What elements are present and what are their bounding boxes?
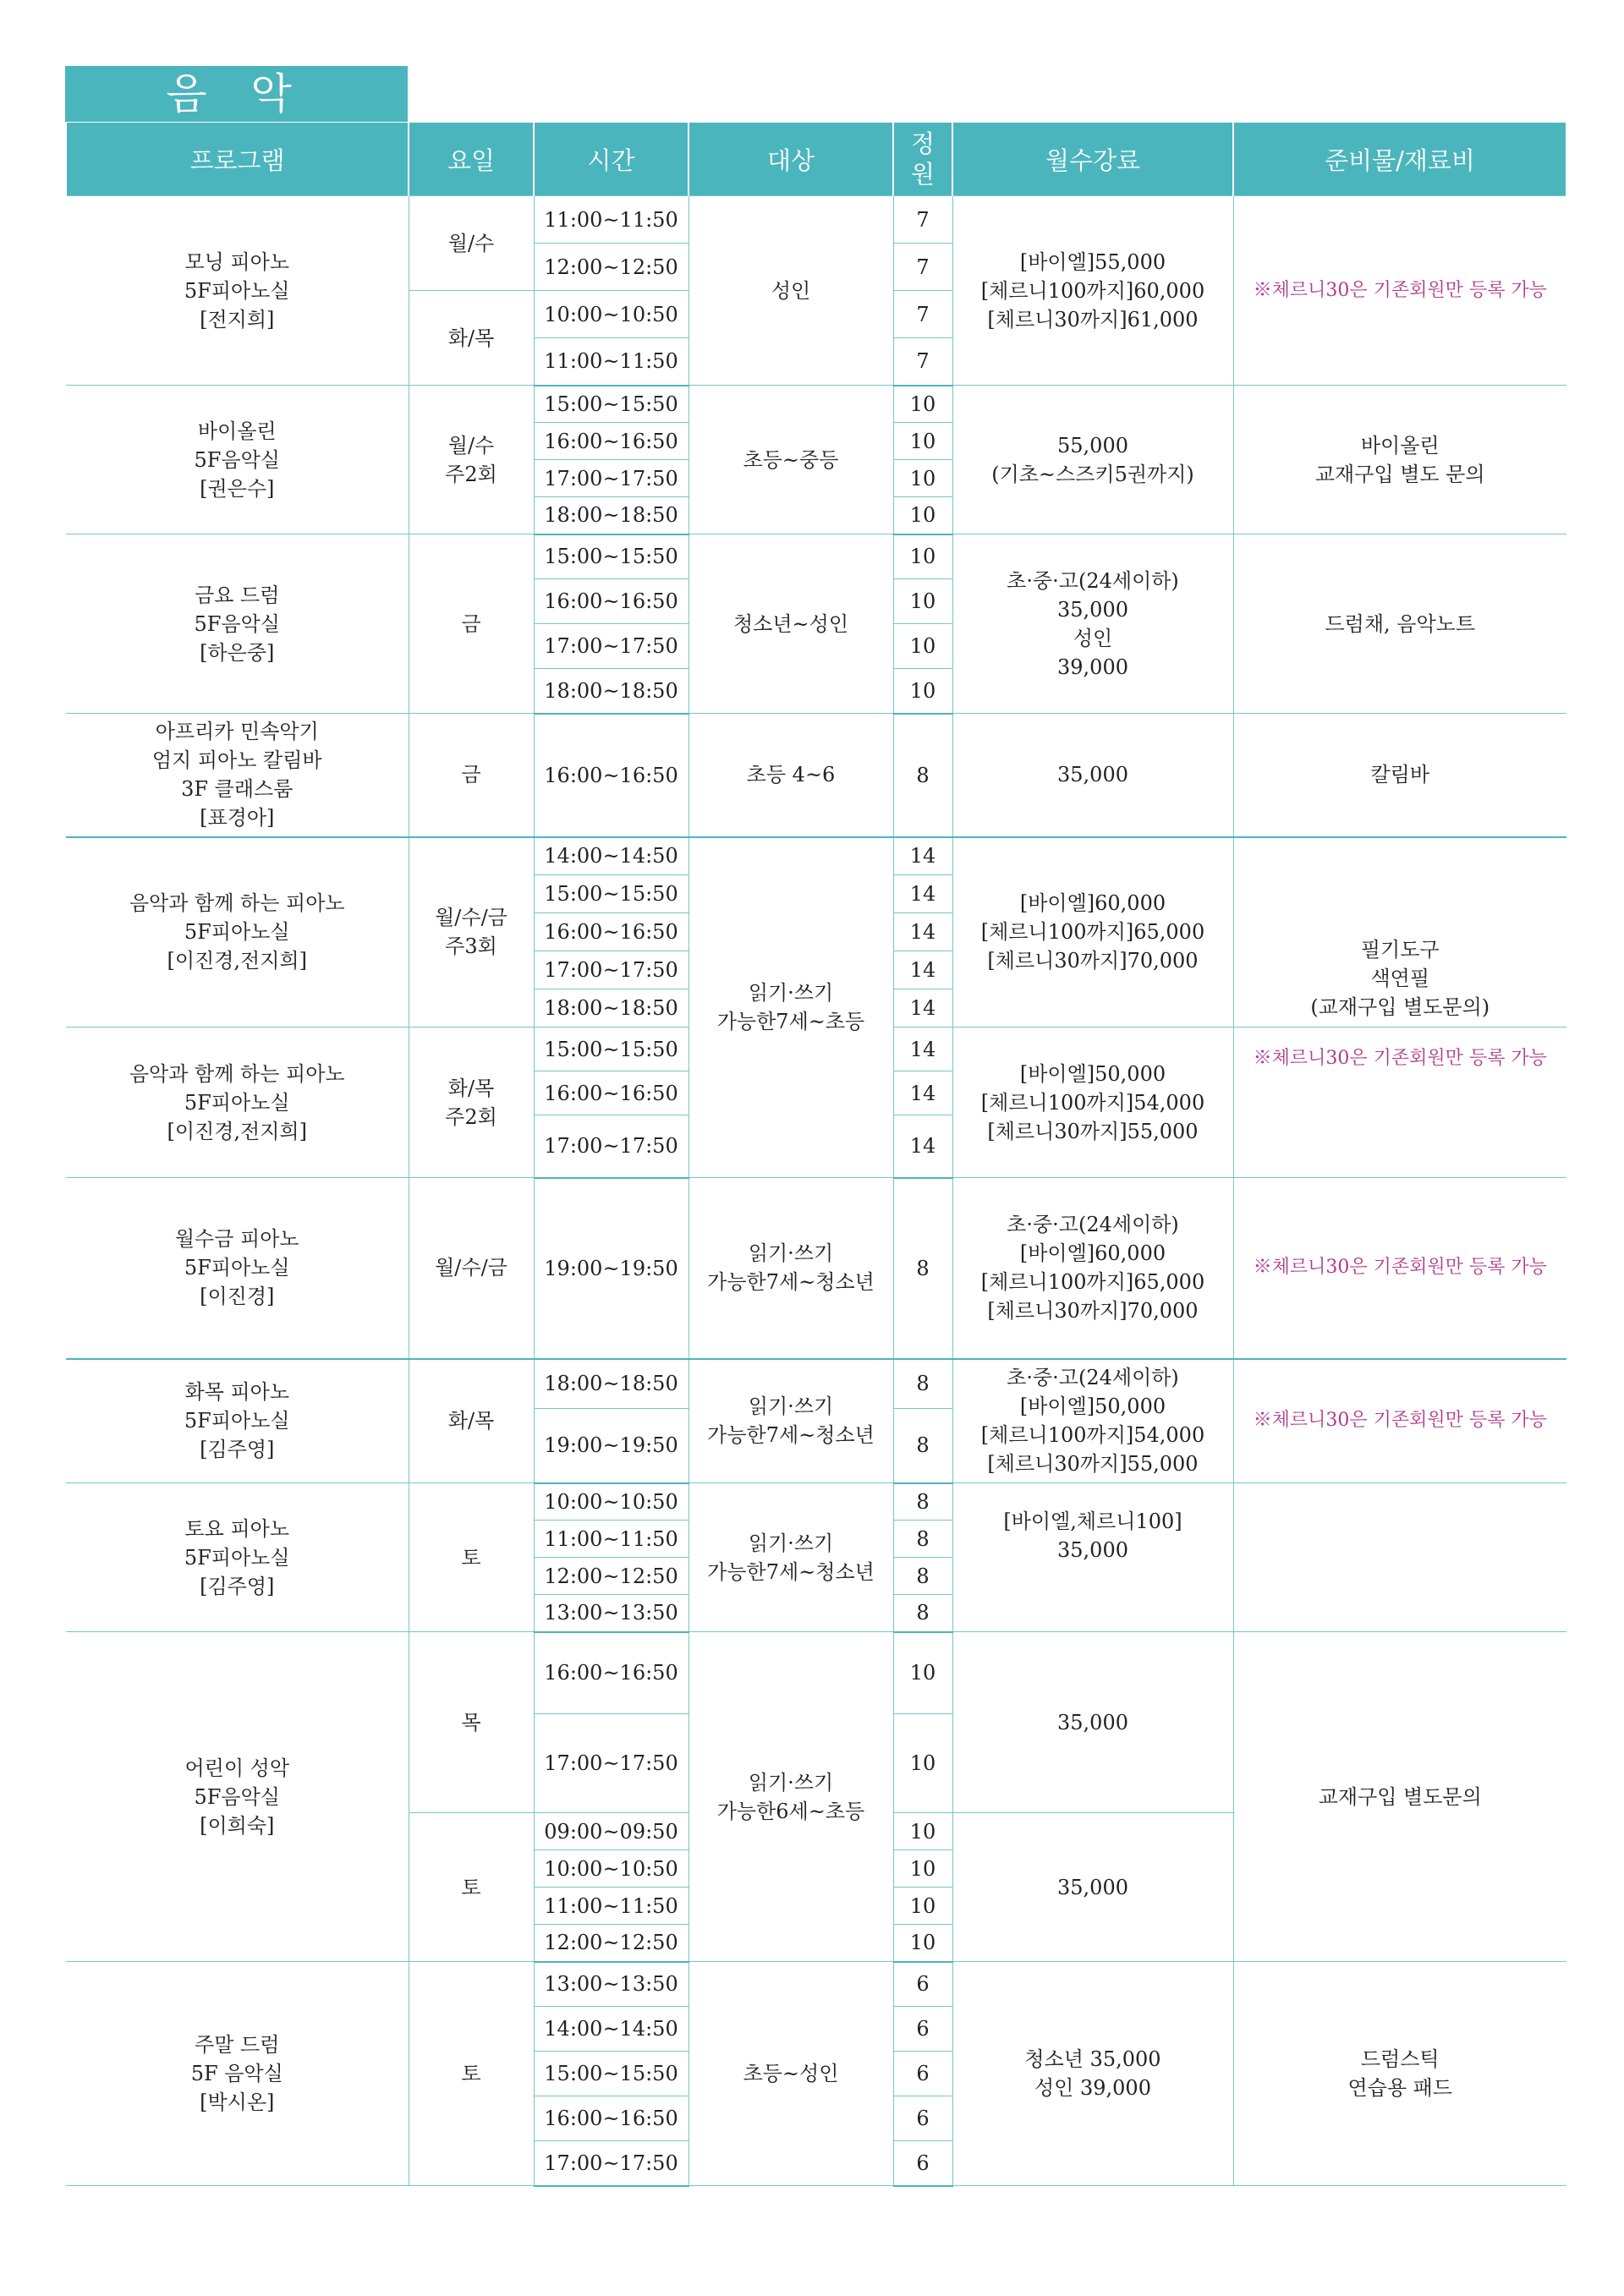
time-cell: 16:00~16:50 [534,1632,689,1714]
time-cell: 11:00~11:50 [534,1521,689,1558]
time-cell: 18:00~18:50 [534,989,689,1027]
time-cell: 16:00~16:50 [534,714,689,837]
materials-note: ※체르니30은 기존회원만 등록 가능 [1233,1178,1566,1359]
table-row [66,1483,1566,1521]
capacity-cell: 10 [893,1813,952,1850]
time-cell: 17:00~17:50 [534,1714,689,1813]
program-cell: 화목 피아노 5F피아노실 [김주영] [66,1359,409,1483]
time-cell: 12:00~12:50 [534,244,689,291]
target-cell: 읽기·쓰기 가능한7세~청소년 [689,1483,893,1632]
capacity-cell: 14 [893,1115,952,1178]
program-cell: 주말 드럼 5F 음악실 [박시온] [66,1962,409,2186]
capacity-cell: 6 [893,2096,952,2141]
time-cell: 11:00~11:50 [534,196,689,244]
day-cell: 토 [409,1483,534,1632]
materials-cell: 교재구입 별도문의 [1233,1632,1566,1962]
time-cell: 09:00~09:50 [534,1813,689,1850]
time-cell: 17:00~17:50 [534,951,689,989]
capacity-cell: 10 [893,1850,952,1888]
capacity-cell: 10 [893,423,952,460]
program-cell: 아프리카 민속악기 엄지 피아노 칼림바 3F 클래스룸 [표경아] [66,714,409,837]
capacity-cell: 8 [893,1521,952,1558]
capacity-cell: 10 [893,624,952,669]
time-cell: 18:00~18:50 [534,497,689,534]
time-cell: 17:00~17:50 [534,460,689,497]
time-cell: 13:00~13:50 [534,1962,689,2007]
time-cell: 17:00~17:50 [534,624,689,669]
target-cell: 읽기·쓰기 가능한7세~초등 [689,837,893,1178]
time-cell: 15:00~15:50 [534,386,689,423]
day-cell: 월/수 주2회 [409,386,534,534]
program-cell: 토요 피아노 5F피아노실 [김주영] [66,1483,409,1632]
capacity-cell: 6 [893,2052,952,2096]
table-row [66,1359,1566,1409]
header-program: 프로그램 [66,123,409,196]
table-row [66,1962,1566,2007]
capacity-cell: 14 [893,1071,952,1115]
capacity-cell: 7 [893,196,952,244]
target-cell: 읽기·쓰기 가능한7세~청소년 [689,1178,893,1359]
table-row [66,196,1566,244]
capacity-cell: 7 [893,244,952,291]
capacity-cell: 14 [893,1027,952,1071]
fee-cell: 35,000 [952,714,1233,837]
materials-cell: 드럼스틱 연습용 패드 [1233,1962,1566,2186]
materials-cell: 드럼채, 음악노트 [1233,534,1566,714]
capacity-cell: 10 [893,1714,952,1813]
target-cell: 읽기·쓰기 가능한6세~초등 [689,1632,893,1962]
header-time: 시간 [534,123,689,196]
table-row [66,837,1566,875]
capacity-cell: 14 [893,989,952,1027]
fee-cell: 35,000 [952,1632,1233,1813]
table-row [66,386,1566,423]
target-cell: 청소년~성인 [689,534,893,714]
header-day: 요일 [409,123,534,196]
fee-cell: 초·중·고(24세이하) 35,000 성인 39,000 [952,534,1233,714]
time-cell: 18:00~18:50 [534,1359,689,1409]
day-cell: 화/목 [409,1359,534,1483]
time-cell: 10:00~10:50 [534,1850,689,1888]
capacity-cell: 10 [893,386,952,423]
capacity-cell: 14 [893,837,952,875]
capacity-cell: 8 [893,714,952,837]
day-cell: 목 [409,1632,534,1813]
day-cell: 월/수 [409,196,534,291]
capacity-cell: 8 [893,1409,952,1483]
materials-cell: 필기도구 색연필 (교재구입 별도문의) [1233,837,1566,1027]
capacity-cell: 10 [893,534,952,579]
program-cell: 음악과 함께 하는 피아노 5F피아노실 [이진경,전지희] [66,837,409,1027]
capacity-cell: 14 [893,951,952,989]
header-fee: 월수강료 [952,123,1233,196]
materials-note: ※체르니30은 기존회원만 등록 가능 [1233,196,1566,386]
capacity-cell: 10 [893,1888,952,1925]
day-cell: 금 [409,714,534,837]
target-cell: 초등~중등 [689,386,893,534]
time-cell: 11:00~11:50 [534,338,689,386]
capacity-cell: 14 [893,913,952,951]
materials-note: ※체르니30은 기존회원만 등록 가능 [1233,1027,1566,1178]
time-cell: 15:00~15:50 [534,534,689,579]
fee-cell: 초·중·고(24세이하) [바이엘]50,000 [체르니100까지]54,000 [체르니30까지]55,000 [952,1359,1233,1483]
capacity-cell: 8 [893,1483,952,1521]
capacity-cell: 10 [893,1632,952,1714]
time-cell: 16:00~16:50 [534,2096,689,2141]
fee-cell: 초·중·고(24세이하) [바이엘]60,000 [체르니100까지]65,000 [체르니30까지]70,000 [952,1178,1233,1359]
music-schedule-table [65,123,1567,2187]
header-capacity: 정 원 [893,123,952,196]
target-cell: 읽기·쓰기 가능한7세~청소년 [689,1359,893,1483]
day-cell: 토 [409,1962,534,2186]
time-cell: 16:00~16:50 [534,579,689,624]
capacity-cell: 7 [893,338,952,386]
capacity-cell: 8 [893,1178,952,1359]
materials-cell: 바이올린 교재구입 별도 문의 [1233,386,1566,534]
time-cell: 14:00~14:50 [534,837,689,875]
header-materials: 준비물/재료비 [1233,123,1566,196]
time-cell: 15:00~15:50 [534,1027,689,1071]
fee-cell: 35,000 [952,1813,1233,1962]
capacity-cell: 14 [893,875,952,913]
program-cell: 어린이 성악 5F음악실 [이희숙] [66,1632,409,1962]
program-cell: 월수금 피아노 5F피아노실 [이진경] [66,1178,409,1359]
time-cell: 16:00~16:50 [534,913,689,951]
table-row [66,1632,1566,1714]
time-cell: 16:00~16:50 [534,1071,689,1115]
program-cell: 금요 드럼 5F음악실 [하은중] [66,534,409,714]
program-cell: 모닝 피아노 5F피아노실 [전지희] [66,196,409,386]
fee-cell: [바이엘,체르니100] 35,000 [952,1483,1233,1632]
capacity-cell: 10 [893,579,952,624]
capacity-cell: 6 [893,2141,952,2186]
materials-note: ※체르니30은 기존회원만 등록 가능 [1233,1359,1566,1483]
materials-cell [1233,1483,1566,1632]
capacity-cell: 7 [893,291,952,338]
time-cell: 17:00~17:50 [534,1115,689,1178]
time-cell: 19:00~19:50 [534,1409,689,1483]
table-row [66,1178,1566,1359]
header-row [66,123,1566,196]
target-cell: 초등~성인 [689,1962,893,2186]
time-cell: 18:00~18:50 [534,669,689,714]
time-cell: 15:00~15:50 [534,875,689,913]
capacity-cell: 10 [893,460,952,497]
materials-cell: 칼림바 [1233,714,1566,837]
time-cell: 17:00~17:50 [534,2141,689,2186]
time-cell: 12:00~12:50 [534,1925,689,1962]
capacity-cell: 10 [893,497,952,534]
capacity-cell: 6 [893,2007,952,2052]
day-cell: 토 [409,1813,534,1962]
target-cell: 초등 4~6 [689,714,893,837]
table-row [66,534,1566,579]
capacity-cell: 8 [893,1558,952,1595]
day-cell: 월/수/금 [409,1178,534,1359]
day-cell: 금 [409,534,534,714]
table-row [66,714,1566,837]
fee-cell: 청소년 35,000 성인 39,000 [952,1962,1233,2186]
time-cell: 14:00~14:50 [534,2007,689,2052]
target-cell: 성인 [689,196,893,386]
capacity-cell: 8 [893,1359,952,1409]
day-cell: 화/목 [409,291,534,386]
section-title: 음 악 [65,66,408,122]
capacity-cell: 8 [893,1595,952,1632]
fee-cell: [바이엘]55,000 [체르니100까지]60,000 [체르니30까지]61,000 [952,196,1233,386]
time-cell: 13:00~13:50 [534,1595,689,1632]
time-cell: 19:00~19:50 [534,1178,689,1359]
time-cell: 10:00~10:50 [534,291,689,338]
fee-cell: [바이엘]60,000 [체르니100까지]65,000 [체르니30까지]70,000 [952,837,1233,1027]
time-cell: 10:00~10:50 [534,1483,689,1521]
time-cell: 12:00~12:50 [534,1558,689,1595]
capacity-cell: 10 [893,669,952,714]
fee-cell: 55,000 (기초~스즈키5권까지) [952,386,1233,534]
program-cell: 바이올린 5F음악실 [권은수] [66,386,409,534]
time-cell: 15:00~15:50 [534,2052,689,2096]
capacity-cell: 10 [893,1925,952,1962]
header-target: 대상 [689,123,893,196]
program-cell: 음악과 함께 하는 피아노 5F피아노실 [이진경,전지희] [66,1027,409,1178]
day-cell: 월/수/금 주3회 [409,837,534,1027]
time-cell: 11:00~11:50 [534,1888,689,1925]
day-cell: 화/목 주2회 [409,1027,534,1178]
fee-cell: [바이엘]50,000 [체르니100까지]54,000 [체르니30까지]55,000 [952,1027,1233,1178]
capacity-cell: 6 [893,1962,952,2007]
time-cell: 16:00~16:50 [534,423,689,460]
